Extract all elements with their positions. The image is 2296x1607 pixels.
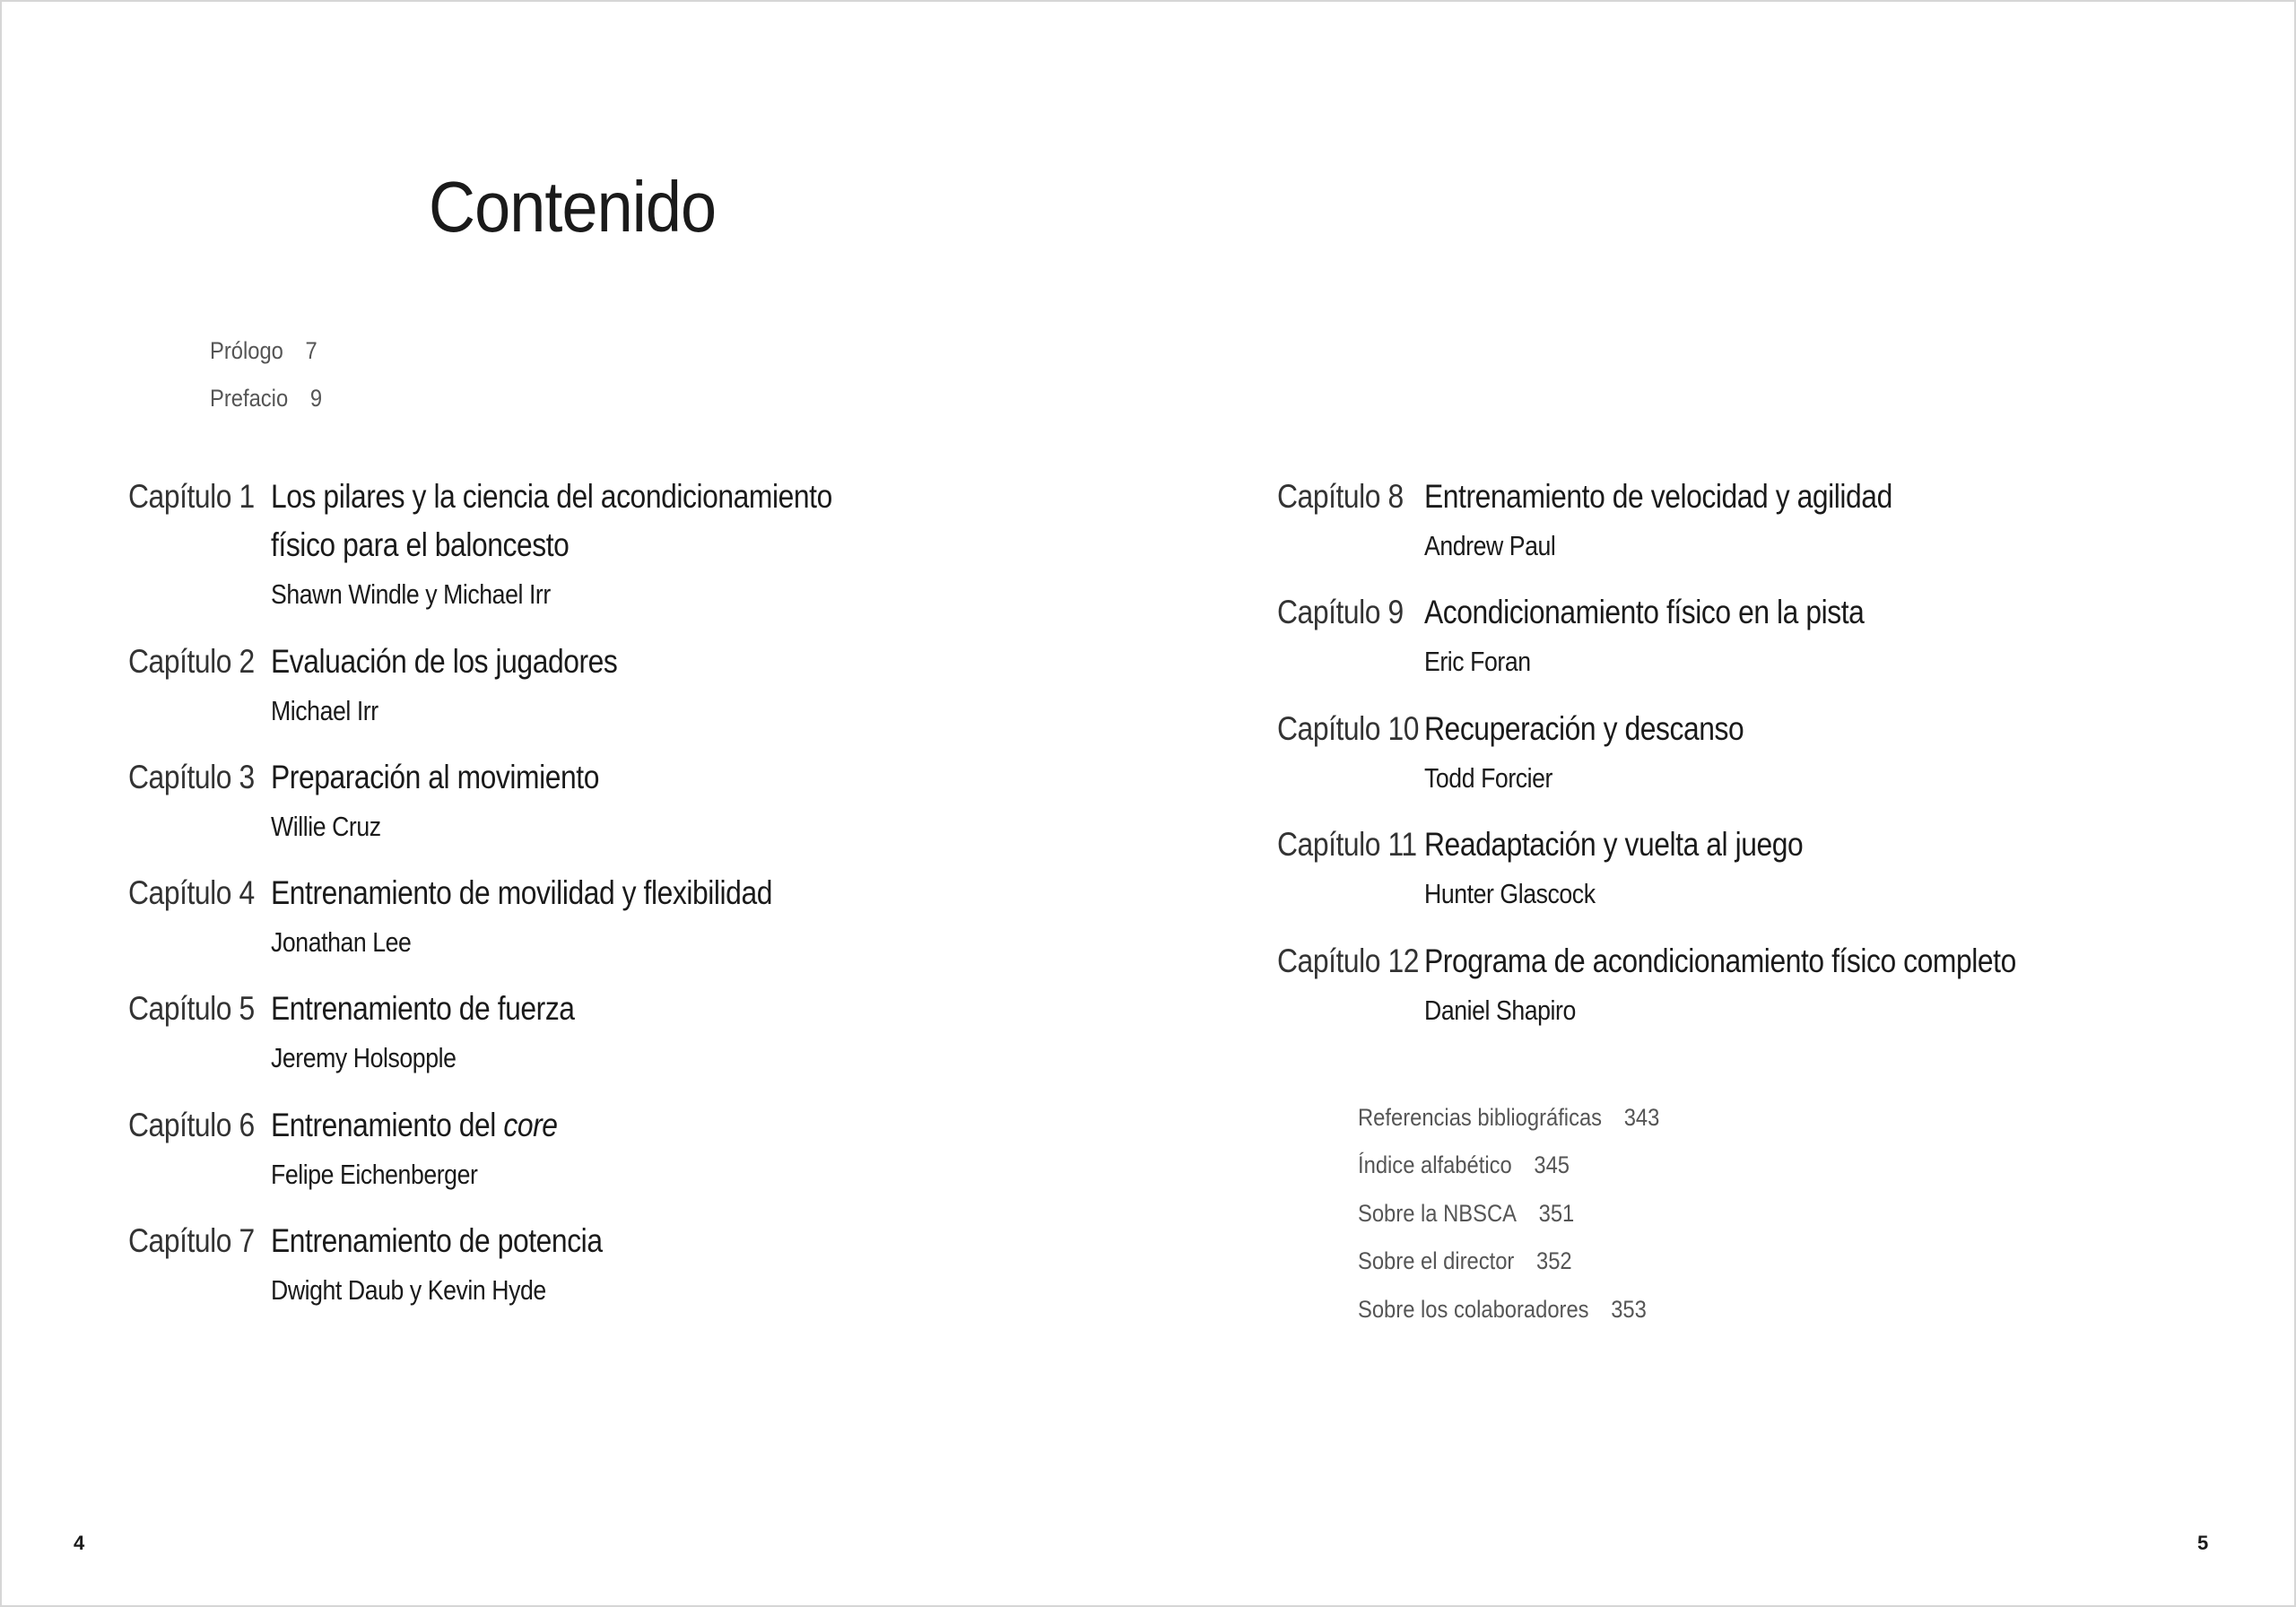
toc-back-item — [1358, 1151, 1570, 1179]
chapter-title — [1424, 710, 1744, 748]
chapter-title-text: Entrenamiento de velocidad y agilidad — [1424, 478, 1892, 515]
chapter-title-line: Los pilares y la ciencia del acondicionamiento — [271, 478, 832, 515]
chapter-title-text: Entrenamiento de fuerza — [271, 990, 575, 1027]
chapter-author: Eric Foran — [1424, 646, 1531, 677]
folio-left: 4 — [74, 1532, 85, 1554]
chapter-author: Willie Cruz — [271, 811, 381, 842]
chapter-title — [1424, 478, 1892, 516]
toc-front-page: 7 — [305, 337, 317, 364]
chapter-label: Capítulo 11 — [1277, 826, 1417, 863]
folio-right: 5 — [2197, 1532, 2209, 1554]
chapter-title-italic: core — [503, 1107, 558, 1143]
toc-back-label: Sobre la NBSCA — [1358, 1200, 1517, 1227]
toc-front-label: Prefacio — [210, 385, 289, 412]
chapter-title-text: Evaluación de los jugadores — [271, 643, 618, 680]
chapter-author: Daniel Shapiro — [1424, 995, 1576, 1026]
toc-back-page: 345 — [1534, 1151, 1570, 1178]
chapter-author: Andrew Paul — [1424, 530, 1556, 561]
toc-back-item — [1358, 1247, 1572, 1275]
chapter-title — [1424, 826, 1803, 864]
toc-back-item — [1358, 1200, 1574, 1228]
chapter-author: Michael Irr — [271, 695, 378, 726]
chapter-author: Jonathan Lee — [271, 926, 412, 958]
chapter-author: Dwight Daub y Kevin Hyde — [271, 1274, 546, 1306]
toc-front-item — [210, 337, 317, 365]
chapter-label: Capítulo 4 — [128, 874, 255, 911]
chapter-title — [271, 759, 599, 796]
chapter-title — [271, 526, 569, 564]
chapter-author: Hunter Glascock — [1424, 878, 1596, 909]
chapter-label: Capítulo 12 — [1277, 942, 1420, 979]
chapter-title — [271, 1222, 603, 1260]
toc-back-label: Índice alfabético — [1358, 1151, 1512, 1178]
toc-back-label: Sobre el director — [1358, 1247, 1515, 1274]
chapter-title-text: físico para el baloncesto — [271, 526, 570, 563]
chapter-label: Capítulo 6 — [128, 1107, 255, 1143]
toc-back-label: Referencias bibliográficas — [1358, 1104, 1603, 1131]
chapter-author: Shawn Windle y Michael Irr — [271, 578, 551, 610]
chapter-label: Capítulo 2 — [128, 643, 255, 680]
chapter-title-text: Recuperación y descanso — [1424, 710, 1744, 747]
chapter-title — [271, 990, 575, 1028]
chapter-label: Capítulo 3 — [128, 759, 255, 795]
chapter-label: Capítulo 1 — [128, 478, 255, 515]
toc-back-page: 343 — [1623, 1104, 1660, 1131]
chapter-title — [1424, 594, 1864, 631]
toc-back-label: Sobre los colaboradores — [1358, 1296, 1589, 1323]
chapter-title-text: Readaptación y vuelta al juego — [1424, 826, 1804, 863]
chapter-title-text: Entrenamiento de movilidad y flexibilidad — [271, 874, 772, 911]
toc-back-page: 352 — [1535, 1247, 1572, 1274]
toc-front-item — [210, 385, 322, 413]
chapter-title — [271, 1107, 558, 1144]
toc-back-page: 351 — [1538, 1200, 1575, 1227]
chapter-label: Capítulo 7 — [128, 1222, 255, 1259]
chapter-author: Felipe Eichenberger — [271, 1159, 478, 1190]
chapter-label: Capítulo 9 — [1277, 594, 1404, 630]
toc-back-page: 353 — [1611, 1296, 1647, 1323]
page-title: Contenido — [429, 167, 717, 247]
toc-back-item — [1358, 1104, 1659, 1132]
chapter-label: Capítulo 5 — [128, 990, 255, 1027]
chapter-title — [271, 874, 772, 912]
chapter-title-text: Preparación al movimiento — [271, 759, 599, 795]
chapter-title-text: Acondicionamiento físico en la pista — [1424, 594, 1865, 630]
chapter-title-text: Programa de acondicionamiento físico completo — [1424, 942, 2016, 979]
toc-front-page: 9 — [309, 385, 323, 412]
chapter-title — [1424, 942, 2016, 980]
chapter-label: Capítulo 8 — [1277, 478, 1404, 515]
chapter-author: Jeremy Holsopple — [271, 1042, 457, 1073]
toc-back-item — [1358, 1296, 1647, 1324]
chapter-title-text: Entrenamiento del — [271, 1107, 496, 1143]
chapter-author: Todd Forcier — [1424, 762, 1553, 794]
chapter-title — [271, 643, 617, 681]
chapter-label: Capítulo 10 — [1277, 710, 1420, 747]
chapter-title-text: Entrenamiento de potencia — [271, 1222, 603, 1259]
toc-front-label: Prólogo — [210, 337, 283, 364]
